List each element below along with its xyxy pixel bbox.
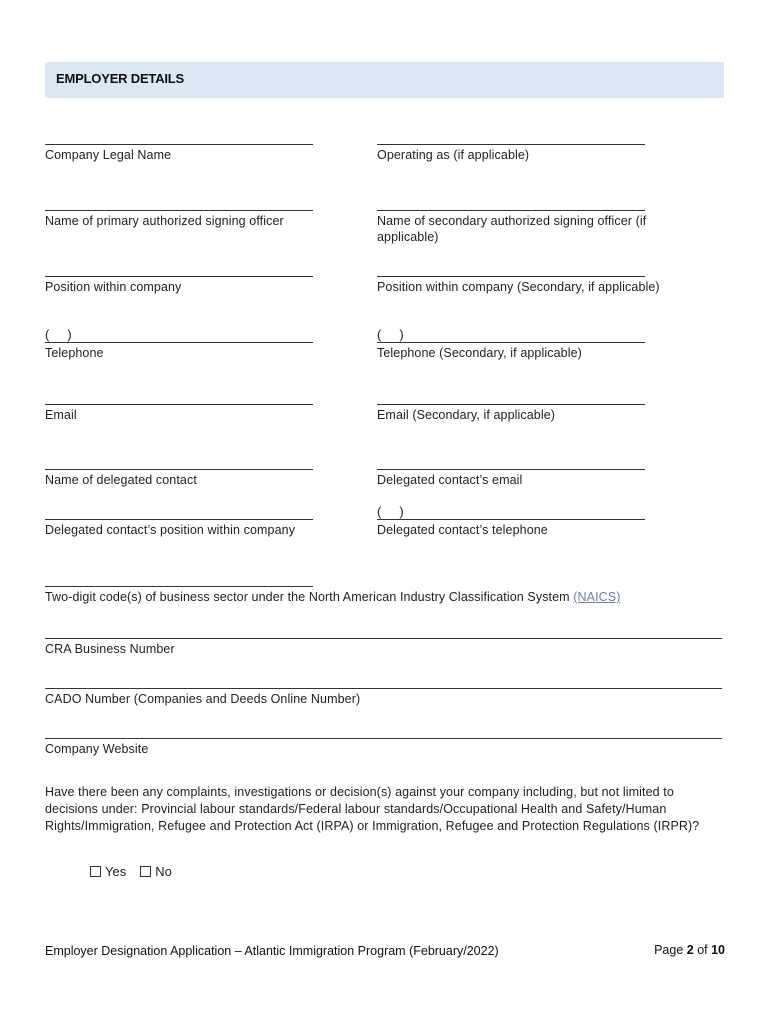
naics-link[interactable]: (NAICS)	[573, 590, 621, 604]
position-primary-field[interactable]	[45, 276, 313, 277]
website-label: Company Website	[45, 742, 149, 756]
section-title: EMPLOYER DETAILS	[56, 71, 185, 86]
telephone-secondary-label: Telephone (Secondary, if applicable)	[377, 346, 582, 360]
naics-text: Two-digit code(s) of business sector under the North American Industry Classification System	[45, 590, 574, 604]
cado-label: CADO Number (Companies and Deeds Online Number)	[45, 692, 361, 706]
option-no[interactable]	[140, 864, 172, 879]
section-header	[45, 62, 724, 98]
complaints-question: Have there been any complaints, investigations or decision(s) against your company including, but not limited to decisions under: Provincial labour standards/Federal labour standards/Occupational Health and Safety/Human Rights/Immigration, Refugee and Protection Act (IRPA) or Immigration, Refugee and Protection Regulations (IRPR)?	[45, 785, 700, 833]
position-secondary-field[interactable]	[377, 276, 645, 277]
email-field[interactable]	[45, 404, 313, 405]
complaints-options	[90, 864, 172, 879]
page-total: 10	[711, 943, 725, 957]
no-checkbox[interactable]	[140, 866, 151, 877]
telephone-secondary-field[interactable]	[377, 342, 645, 343]
delegated-position-field[interactable]	[45, 519, 313, 520]
cado-field[interactable]	[45, 688, 722, 689]
secondary-officer-field[interactable]	[377, 210, 645, 211]
company-legal-name-field[interactable]	[45, 144, 313, 145]
website-field[interactable]	[45, 738, 722, 739]
secondary-officer-label: Name of secondary authorized signing officer (if applicable)	[377, 214, 647, 244]
option-yes[interactable]	[90, 864, 126, 879]
cra-label: CRA Business Number	[45, 642, 175, 656]
naics-field[interactable]	[45, 586, 313, 587]
page-prefix: Page	[654, 943, 687, 957]
email-label: Email	[45, 408, 77, 422]
area-code-delegated: ( )	[377, 504, 404, 519]
naics-label	[45, 589, 621, 605]
telephone-field[interactable]	[45, 342, 313, 343]
no-label: No	[155, 864, 172, 879]
cra-field[interactable]	[45, 638, 722, 639]
area-code-secondary: ( )	[377, 327, 404, 342]
operating-as-field[interactable]	[377, 144, 645, 145]
delegated-email-field[interactable]	[377, 469, 645, 470]
primary-officer-label: Name of primary authorized signing officer	[45, 214, 284, 228]
email-secondary-field[interactable]	[377, 404, 645, 405]
page-number	[654, 943, 725, 957]
page-current: 2	[686, 943, 694, 957]
yes-checkbox[interactable]	[90, 866, 101, 877]
telephone-label: Telephone	[45, 346, 104, 360]
company-legal-name-label: Company Legal Name	[45, 148, 172, 162]
position-secondary-label: Position within company (Secondary, if applicable)	[377, 280, 660, 294]
delegated-name-label: Name of delegated contact	[45, 473, 197, 487]
delegated-position-label: Delegated contact’s position within company	[45, 523, 296, 537]
footer-title: Employer Designation Application – Atlantic Immigration Program (February/2022)	[45, 944, 499, 958]
operating-as-label: Operating as (if applicable)	[377, 148, 530, 162]
page-mid: of	[693, 943, 712, 957]
yes-label: Yes	[105, 864, 127, 879]
delegated-telephone-field[interactable]	[377, 519, 645, 520]
delegated-name-field[interactable]	[45, 469, 313, 470]
delegated-telephone-label: Delegated contact’s telephone	[377, 523, 548, 537]
position-primary-label: Position within company	[45, 280, 182, 294]
primary-officer-field[interactable]	[45, 210, 313, 211]
area-code-primary: ( )	[45, 327, 72, 342]
delegated-email-label: Delegated contact’s email	[377, 473, 523, 487]
email-secondary-label: Email (Secondary, if applicable)	[377, 408, 556, 422]
